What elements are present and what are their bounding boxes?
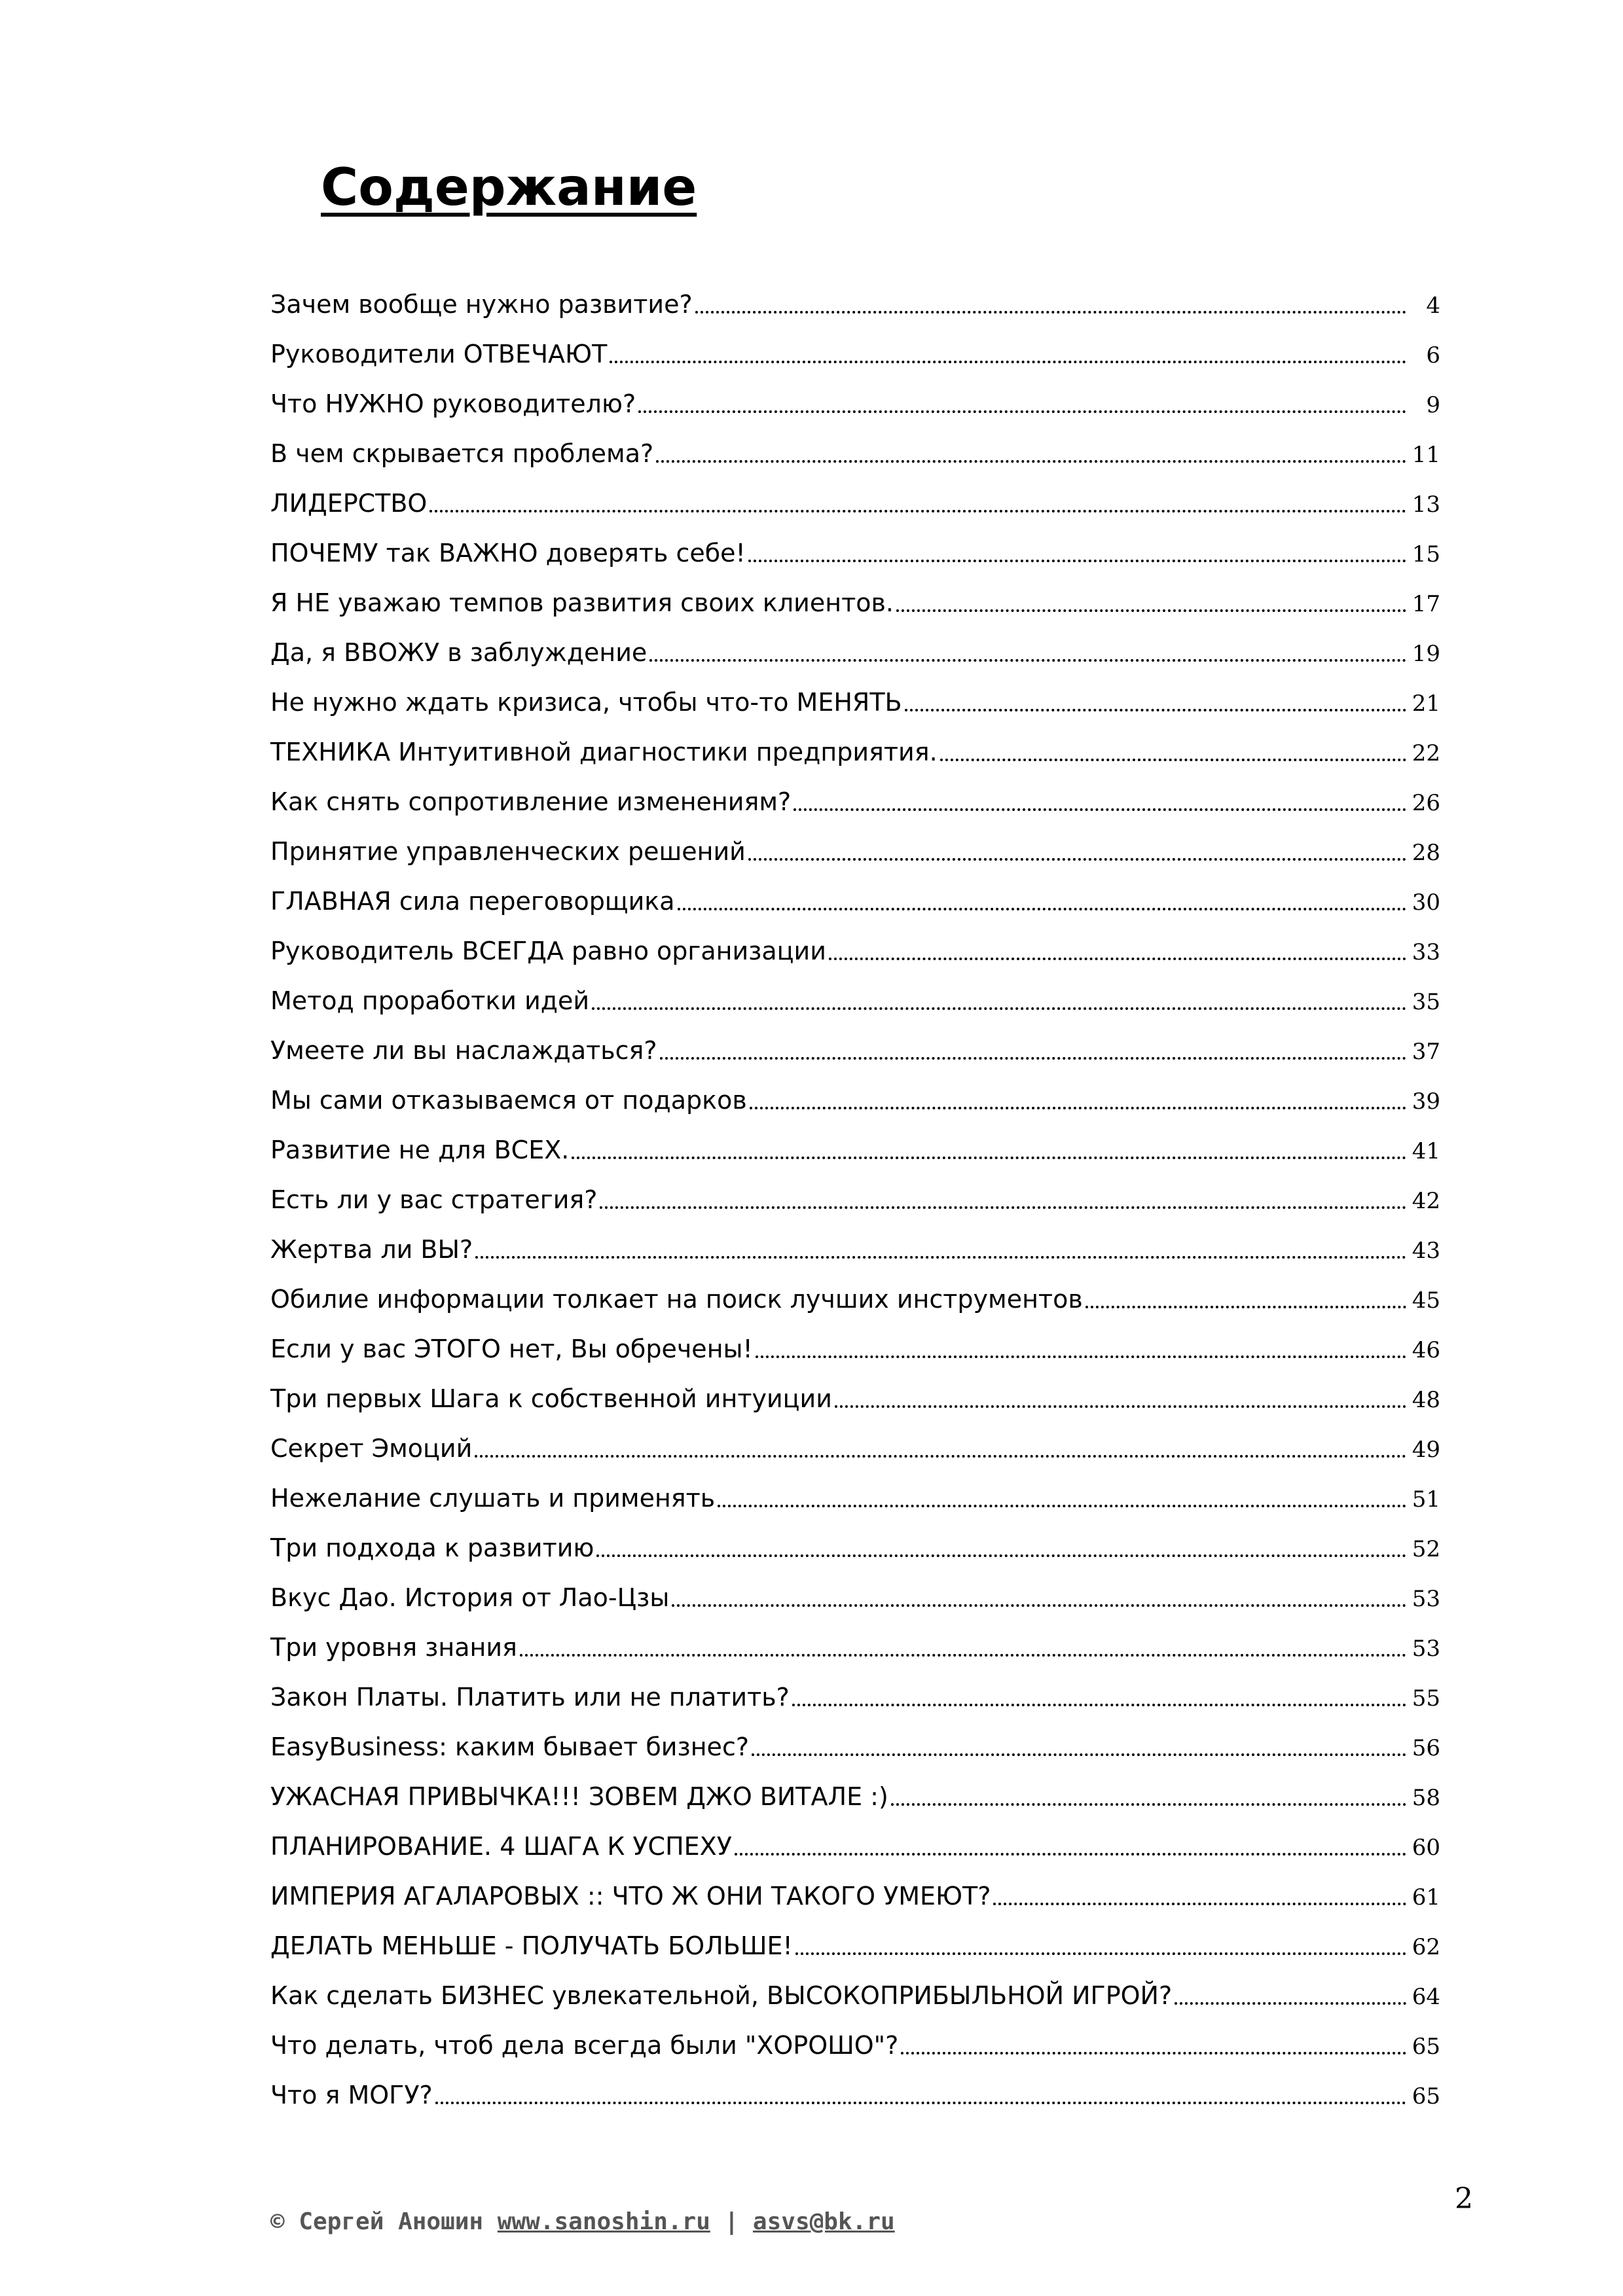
toc-dot-leader	[940, 759, 1406, 761]
toc-entry[interactable]	[270, 926, 1440, 976]
toc-entry[interactable]	[270, 379, 1440, 429]
toc-entry[interactable]	[270, 1374, 1440, 1424]
toc-entry-text: Нежелание слушать и применять	[270, 1484, 716, 1513]
toc-dot-leader	[660, 1057, 1406, 1060]
toc-entry-text: Как сделать БИЗНЕС увлекательной, ВЫСОКОПРИБЫЛЬНОЙ ИГРОЙ?	[270, 1981, 1173, 2010]
toc-entry[interactable]	[270, 1026, 1440, 1075]
toc-dot-leader	[748, 858, 1406, 861]
toc-entry-page: 4	[1426, 293, 1440, 319]
page-number: 2	[1455, 2182, 1473, 2215]
toc-entry-page: 17	[1412, 591, 1440, 617]
toc-entry[interactable]	[270, 1921, 1440, 1971]
footer-site-link[interactable]: www.sanoshin.ru	[497, 2208, 710, 2235]
toc-entry-text: Руководитель ВСЕГДА равно организации	[270, 937, 826, 965]
footer-separator: |	[710, 2208, 753, 2235]
toc-entry[interactable]	[270, 1722, 1440, 1772]
toc-entry-text: Метод проработки идей	[270, 986, 590, 1015]
toc-entry[interactable]	[270, 677, 1440, 727]
toc-entry-text: Три подхода к развитию	[270, 1534, 594, 1562]
toc-entry-page: 42	[1412, 1188, 1440, 1214]
toc-entry-page: 53	[1412, 1636, 1440, 1662]
toc-entry-text: ГЛАВНАЯ сила переговорщика	[270, 887, 675, 916]
toc-entry-text: Есть ли у вас стратегия?	[270, 1185, 598, 1214]
toc-dot-leader	[750, 1107, 1406, 1109]
toc-entry-text: Мы сами отказываемся от подарков	[270, 1086, 747, 1115]
toc-dot-leader	[896, 609, 1406, 612]
toc-entry[interactable]	[270, 578, 1440, 628]
toc-dot-leader	[1085, 1306, 1406, 1308]
toc-entry-text: Закон Платы. Платить или не платить?	[270, 1683, 790, 1712]
toc-entry-page: 60	[1412, 1835, 1440, 1861]
toc-entry-text: Принятие управленческих решений	[270, 837, 746, 866]
toc-entry-page: 64	[1412, 1984, 1440, 2010]
toc-entry-page: 13	[1412, 492, 1440, 518]
toc-entry[interactable]	[270, 429, 1440, 478]
toc-dot-leader	[435, 2102, 1406, 2104]
toc-entry-page: 21	[1412, 691, 1440, 717]
toc-dot-leader	[475, 1455, 1406, 1458]
toc-entry-page: 22	[1412, 740, 1440, 766]
toc-entry-page: 55	[1412, 1685, 1440, 1712]
toc-entry-text: Что я МОГУ?	[270, 2081, 433, 2109]
footer-email-link[interactable]: asvs@bk.ru	[752, 2208, 895, 2235]
toc-entry-text: Обилие информации толкает на поиск лучших инструментов	[270, 1285, 1083, 1314]
toc-dot-leader	[1175, 2002, 1406, 2005]
toc-dot-leader	[656, 460, 1406, 463]
toc-dot-leader	[993, 1903, 1406, 1905]
toc-entry-text: ПОЧЕМУ так ВАЖНО доверять себе!	[270, 539, 746, 567]
toc-entry-text: Три уровня знания	[270, 1633, 517, 1662]
toc-dot-leader	[748, 560, 1406, 562]
toc-entry[interactable]	[270, 1473, 1440, 1523]
toc-entry[interactable]	[270, 1075, 1440, 1125]
toc-entry-text: УЖАСНАЯ ПРИВЫЧКА!!! ЗОВЕМ ДЖО ВИТАЛЕ :)	[270, 1782, 888, 1811]
toc-entry-page: 56	[1412, 1735, 1440, 1761]
toc-entry-text: Зачем вообще нужно развитие?	[270, 290, 693, 319]
toc-dot-leader	[752, 1753, 1406, 1756]
toc-dot-leader	[901, 2052, 1406, 2054]
toc-entry-text: Если у вас ЭТОГО нет, Вы обречены!	[270, 1335, 753, 1363]
toc-entry[interactable]	[270, 1871, 1440, 1921]
toc-entry-text: ТЕХНИКА Интуитивной диагностики предприятия.	[270, 738, 938, 766]
toc-entry-page: 51	[1412, 1486, 1440, 1513]
toc-entry[interactable]	[270, 1971, 1440, 2020]
toc-entry-text: ИМПЕРИЯ АГАЛАРОВЫХ :: ЧТО Ж ОНИ ТАКОГО УМЕЮТ?	[270, 1882, 991, 1910]
toc-entry-page: 65	[1412, 2083, 1440, 2109]
toc-dot-leader	[596, 1554, 1406, 1557]
toc-dot-leader	[520, 1654, 1406, 1657]
toc-entry-page: 26	[1412, 790, 1440, 816]
toc-dot-leader	[638, 410, 1406, 413]
toc-entry-text: Умеете ли вы наслаждаться?	[270, 1036, 657, 1065]
toc-entry-text: Я НЕ уважаю темпов развития своих клиентов.	[270, 588, 894, 617]
toc-entry-page: 37	[1412, 1039, 1440, 1065]
toc-entry-text: Что делать, чтоб дела всегда были "ХОРОШО"?	[270, 2031, 899, 2060]
toc-entry[interactable]	[270, 876, 1440, 926]
toc-entry-text: Да, я ВВОЖУ в заблуждение	[270, 638, 647, 667]
toc-entry[interactable]	[270, 1573, 1440, 1623]
toc-entry[interactable]	[270, 1175, 1440, 1225]
toc-dot-leader	[793, 808, 1406, 811]
toc-dot-leader	[891, 1803, 1406, 1806]
toc-entry[interactable]	[270, 2020, 1440, 2070]
toc-entry[interactable]	[270, 1772, 1440, 1821]
toc-dot-leader	[475, 1256, 1406, 1259]
toc-dot-leader	[829, 958, 1406, 960]
toc-entry-text: Секрет Эмоций	[270, 1434, 473, 1463]
toc-entry[interactable]	[270, 976, 1440, 1026]
toc-dot-leader	[835, 1405, 1406, 1408]
toc-entry[interactable]	[270, 777, 1440, 827]
toc-entry[interactable]	[270, 329, 1440, 379]
toc-entry[interactable]	[270, 1225, 1440, 1274]
toc-entry[interactable]	[270, 2070, 1440, 2120]
toc-dot-leader	[678, 908, 1406, 910]
toc-entry-page: 11	[1412, 442, 1440, 468]
toc-entry-page: 9	[1426, 392, 1440, 418]
toc-entry-page: 6	[1426, 342, 1440, 368]
toc-dot-leader	[610, 361, 1406, 363]
toc-dot-leader	[905, 709, 1406, 711]
toc-dot-leader	[735, 1853, 1406, 1856]
toc-dot-leader	[795, 1952, 1406, 1955]
toc-entry-text: Руководители ОТВЕЧАЮТ	[270, 340, 608, 368]
toc-entry-page: 45	[1412, 1287, 1440, 1314]
toc-dot-leader	[792, 1704, 1406, 1706]
toc-entry[interactable]	[270, 1424, 1440, 1473]
toc-entry-page: 52	[1412, 1536, 1440, 1562]
toc-entry-page: 30	[1412, 889, 1440, 916]
toc-entry-page: 58	[1412, 1785, 1440, 1811]
toc-entry-text: Жертва ли ВЫ?	[270, 1235, 473, 1264]
toc-entry[interactable]	[270, 628, 1440, 677]
toc-dot-leader	[649, 659, 1406, 662]
toc-dot-leader	[429, 510, 1406, 512]
toc-entry-text: ЛИДЕРСТВО	[270, 489, 428, 518]
toc-dot-leader	[756, 1355, 1406, 1358]
toc-entry[interactable]	[270, 478, 1440, 528]
toc-entry-text: Развитие не для ВСЕХ.	[270, 1136, 570, 1164]
toc-entry-page: 65	[1412, 2034, 1440, 2060]
toc-entry-page: 61	[1412, 1884, 1440, 1910]
toc-entry[interactable]	[270, 727, 1440, 777]
toc-dot-leader	[672, 1604, 1406, 1607]
toc-title: Содержание	[321, 158, 697, 217]
toc-entry-page: 15	[1412, 541, 1440, 567]
footer-copyright: © Сергей Аношин	[270, 2208, 498, 2235]
toc-entry[interactable]	[270, 279, 1440, 329]
toc-entry-text: Что НУЖНО руководителю?	[270, 389, 636, 418]
toc-entry-text: Вкус Дао. История от Лао-Цзы	[270, 1583, 670, 1612]
toc-entry-text: Три первых Шага к собственной интуиции	[270, 1384, 832, 1413]
toc-entry[interactable]	[270, 1523, 1440, 1573]
toc-entry[interactable]	[270, 1672, 1440, 1722]
toc-entry-page: 49	[1412, 1437, 1440, 1463]
toc-entry-page: 53	[1412, 1586, 1440, 1612]
toc-entry-text: ПЛАНИРОВАНИЕ. 4 ШАГА К УСПЕХУ	[270, 1832, 732, 1861]
toc-entry-text: В чем скрывается проблема?	[270, 439, 654, 468]
footer	[270, 2202, 895, 2242]
toc-entry[interactable]	[270, 1623, 1440, 1672]
toc-dot-leader	[572, 1157, 1406, 1159]
toc-entry[interactable]	[270, 827, 1440, 876]
toc-entry-page: 28	[1412, 840, 1440, 866]
toc-dot-leader	[718, 1505, 1406, 1507]
toc-dot-leader	[695, 311, 1406, 314]
toc-entry-page: 46	[1412, 1337, 1440, 1363]
toc-entry[interactable]	[270, 1125, 1440, 1175]
toc-entry-text: ДЕЛАТЬ МЕНЬШЕ - ПОЛУЧАТЬ БОЛЬШЕ!	[270, 1931, 793, 1960]
toc-entry-page: 39	[1412, 1088, 1440, 1115]
toc-entry-page: 41	[1412, 1138, 1440, 1164]
toc-entry[interactable]	[270, 528, 1440, 578]
toc-entry[interactable]	[270, 1324, 1440, 1374]
toc-dot-leader	[592, 1007, 1406, 1010]
toc-entry[interactable]	[270, 1274, 1440, 1324]
toc-entry-text: EasyBusiness: каким бывает бизнес?	[270, 1732, 749, 1761]
toc-list	[270, 279, 1440, 2120]
toc-entry-page: 62	[1412, 1934, 1440, 1960]
toc-dot-leader	[600, 1206, 1406, 1209]
toc-entry-text: Как снять сопротивление изменениям?	[270, 787, 792, 816]
toc-entry-text: Не нужно ждать кризиса, чтобы что-то МЕНЯТЬ	[270, 688, 902, 717]
toc-entry-page: 48	[1412, 1387, 1440, 1413]
toc-entry-page: 35	[1412, 989, 1440, 1015]
toc-entry[interactable]	[270, 1821, 1440, 1871]
toc-entry-page: 19	[1412, 641, 1440, 667]
toc-entry-page: 33	[1412, 939, 1440, 965]
toc-entry-page: 43	[1412, 1238, 1440, 1264]
